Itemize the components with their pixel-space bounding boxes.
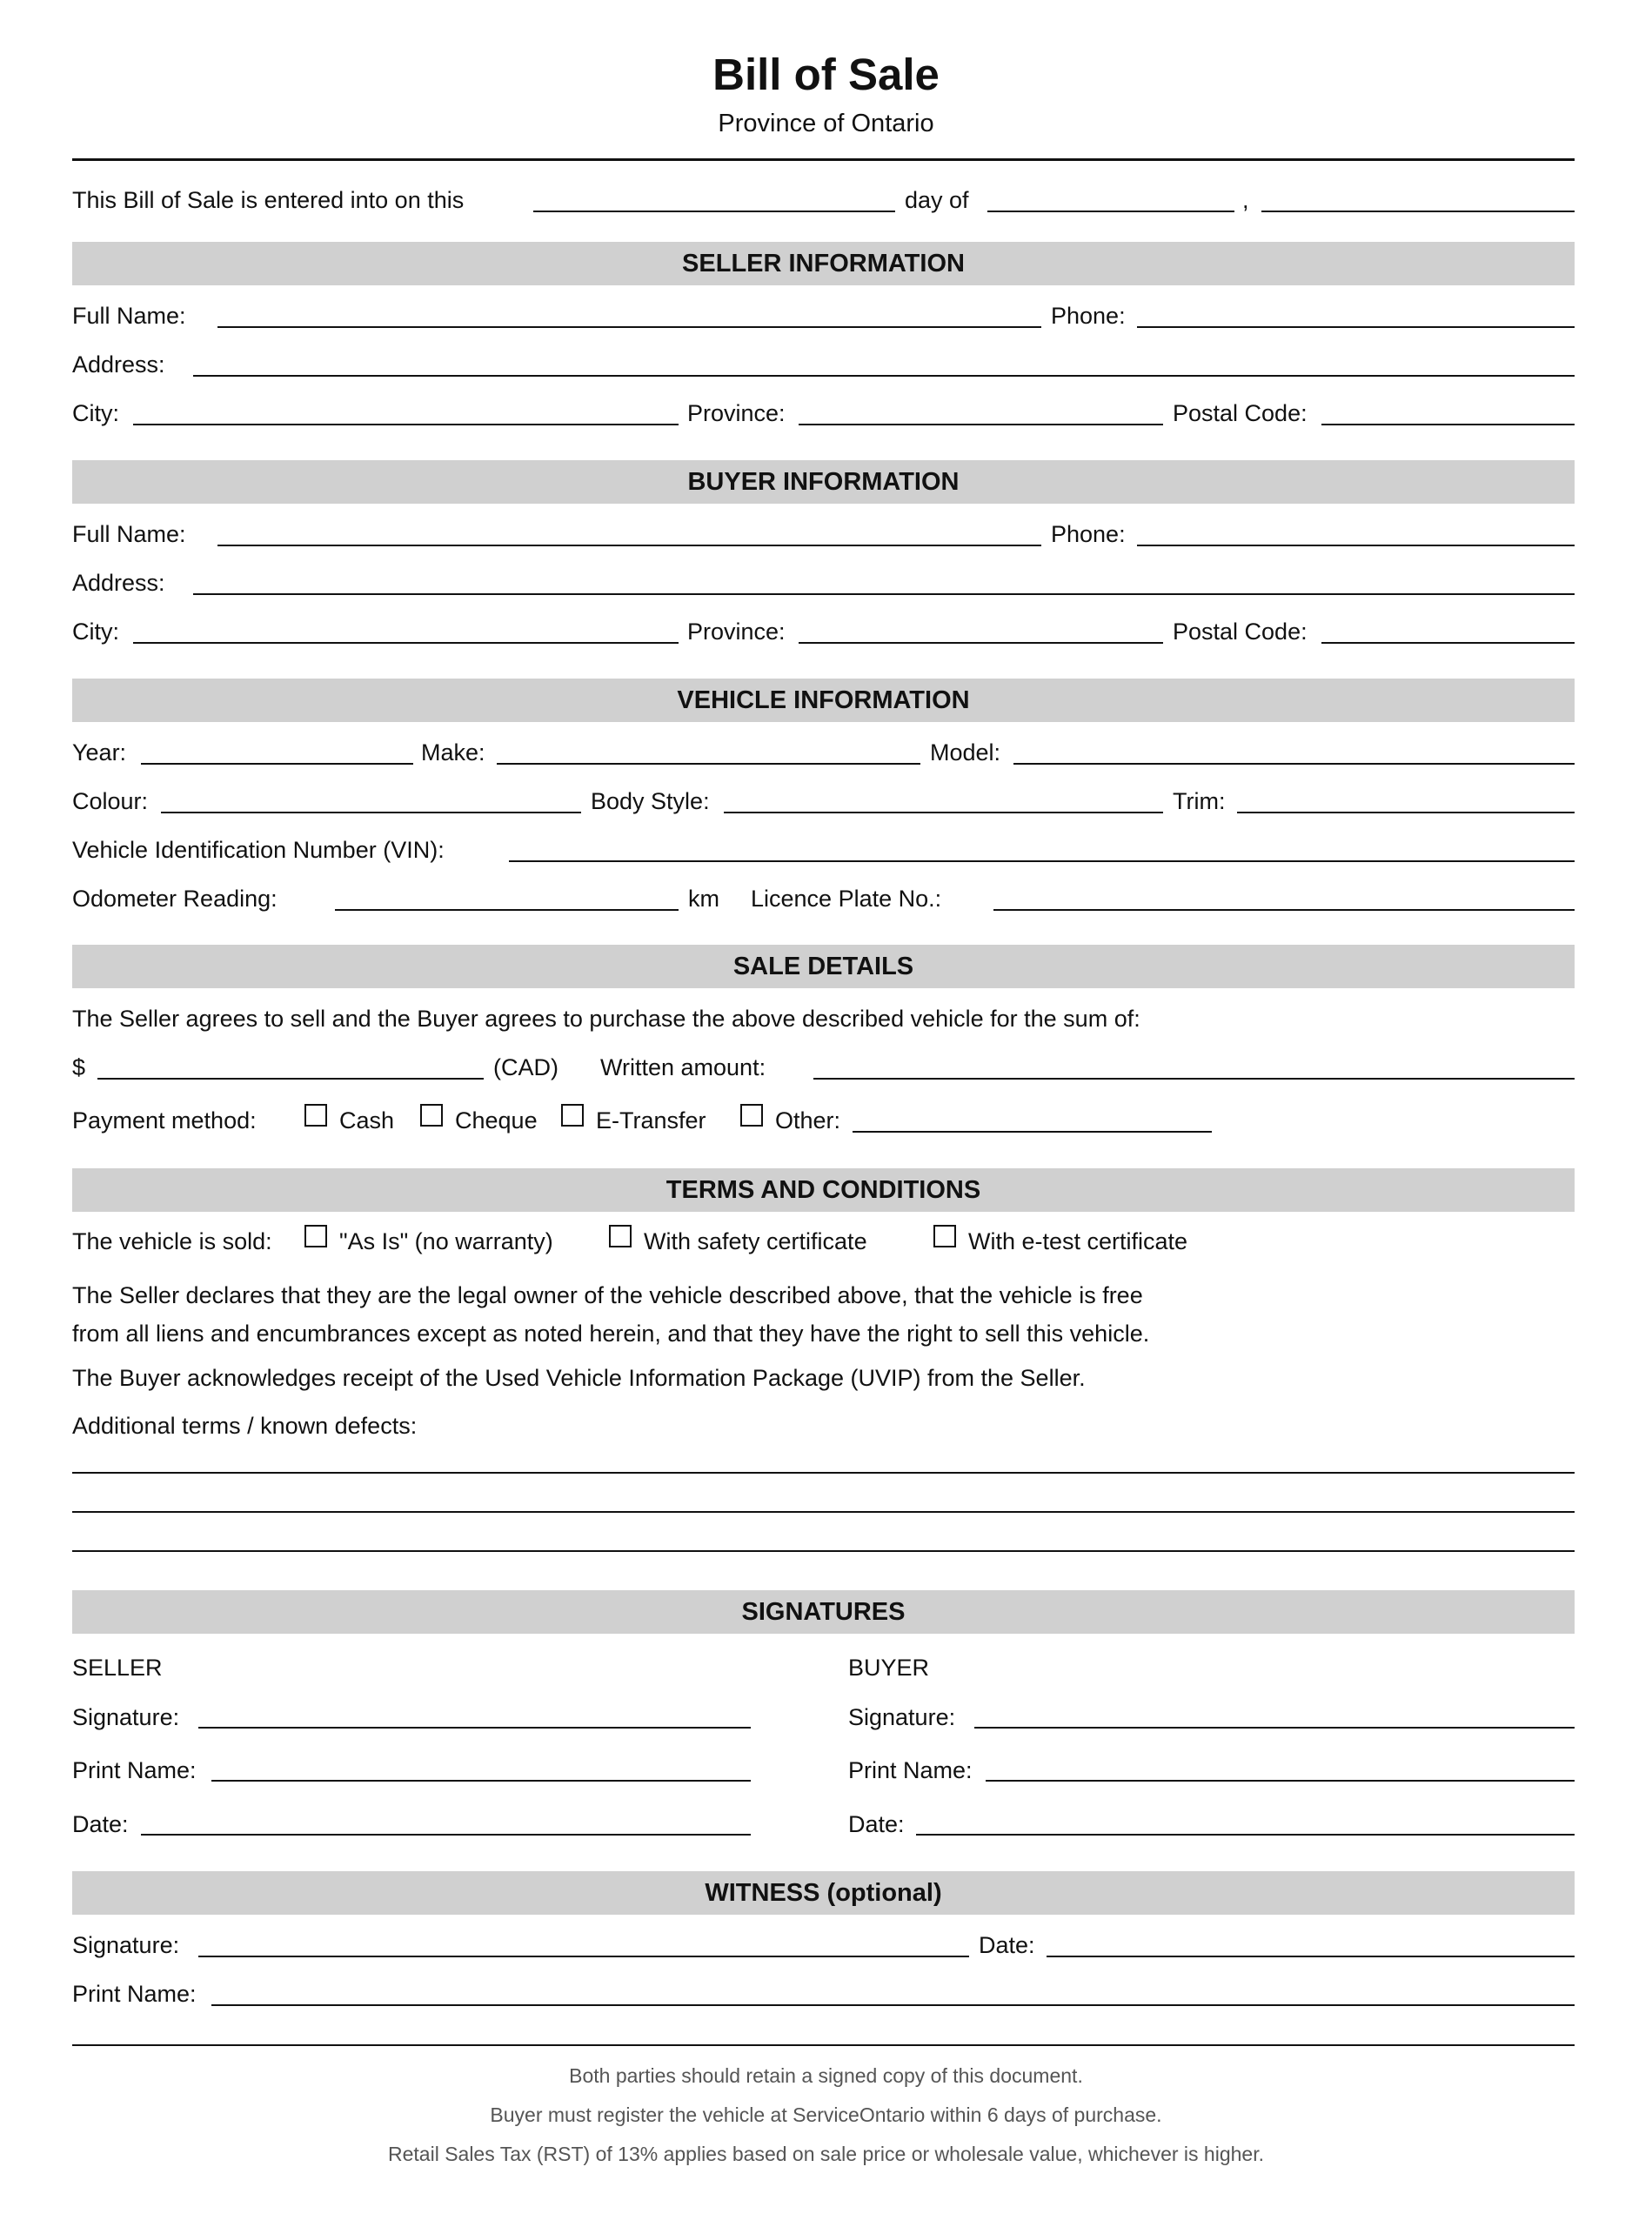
buyer-address-label: Address:	[72, 570, 165, 596]
buyer-address-field[interactable]	[193, 593, 1575, 595]
additional-terms-line-2[interactable]	[72, 1511, 1575, 1513]
seller-date-label: Date:	[72, 1811, 129, 1837]
payment-other-checkbox[interactable]	[740, 1104, 763, 1127]
vehicle-km-unit: km	[688, 886, 719, 912]
intro-text: This Bill of Sale is entered into on this	[72, 187, 465, 213]
witness-signature-field[interactable]	[198, 1956, 969, 1957]
intro-month-field[interactable]	[987, 211, 1234, 212]
buyer-signature-label: Signature:	[848, 1704, 956, 1730]
witness-print-name-field[interactable]	[211, 2004, 1575, 2006]
header-rule	[72, 158, 1575, 161]
additional-terms-line-3[interactable]	[72, 1550, 1575, 1552]
terms-uvip-statement: The Buyer acknowledges receipt of the Used Vehicle Information Package (UVIP) from the Seller.	[72, 1365, 1086, 1391]
payment-other-field[interactable]	[853, 1131, 1212, 1133]
terms-safety-label: With safety certificate	[644, 1228, 867, 1254]
footer-note-1: Both parties should retain a signed copy of this document.	[569, 2064, 1083, 2087]
witness-print-name-label: Print Name:	[72, 1981, 197, 2007]
signatures-buyer-heading: BUYER	[848, 1655, 930, 1681]
terms-sold-label: The vehicle is sold:	[72, 1228, 272, 1254]
vehicle-model-field[interactable]	[1013, 763, 1575, 765]
vehicle-vin-field[interactable]	[509, 860, 1575, 862]
seller-print-name-field[interactable]	[211, 1780, 751, 1782]
vehicle-trim-label: Trim:	[1173, 788, 1226, 814]
buyer-postal-code-field[interactable]	[1321, 642, 1575, 644]
terms-safety-checkbox[interactable]	[609, 1225, 632, 1247]
sale-written-amount-label: Written amount:	[600, 1054, 766, 1080]
vehicle-year-label: Year:	[72, 739, 127, 766]
seller-full-name-label: Full Name:	[72, 303, 186, 329]
signatures-seller-heading: SELLER	[72, 1655, 163, 1681]
seller-city-label: City:	[72, 400, 119, 426]
vehicle-trim-field[interactable]	[1237, 812, 1575, 813]
footer-rule	[72, 2044, 1575, 2046]
sale-section-header: SALE DETAILS	[72, 945, 1575, 988]
terms-etest-checkbox[interactable]	[933, 1225, 956, 1247]
vehicle-plate-label: Licence Plate No.:	[751, 886, 942, 912]
vehicle-year-field[interactable]	[141, 763, 413, 765]
sale-statement: The Seller agrees to sell and the Buyer agrees to purchase the above described vehicle for the sum of:	[72, 1006, 1140, 1032]
terms-as-is-checkbox[interactable]	[304, 1225, 327, 1247]
seller-address-label: Address:	[72, 351, 165, 378]
seller-phone-field[interactable]	[1137, 326, 1575, 328]
buyer-signature-field[interactable]	[974, 1727, 1575, 1729]
terms-section-header: TERMS AND CONDITIONS	[72, 1168, 1575, 1212]
footer-note-3: Retail Sales Tax (RST) of 13% applies based on sale price or wholesale value, whichever is higher.	[388, 2143, 1264, 2165]
vehicle-plate-field[interactable]	[993, 909, 1575, 911]
vehicle-vin-label: Vehicle Identification Number (VIN):	[72, 837, 445, 863]
seller-city-field[interactable]	[133, 424, 679, 425]
buyer-phone-field[interactable]	[1137, 545, 1575, 546]
buyer-full-name-field[interactable]	[217, 545, 1041, 546]
seller-date-field[interactable]	[141, 1834, 751, 1836]
payment-etransfer-checkbox[interactable]	[561, 1104, 584, 1127]
sale-written-amount-field[interactable]	[813, 1078, 1575, 1080]
vehicle-colour-field[interactable]	[161, 812, 581, 813]
signatures-section-header: SIGNATURES	[72, 1590, 1575, 1634]
buyer-section-header: BUYER INFORMATION	[72, 460, 1575, 504]
buyer-print-name-label: Print Name:	[848, 1757, 973, 1783]
sale-dollar-sign: $	[72, 1054, 86, 1080]
vehicle-model-label: Model:	[930, 739, 1001, 766]
seller-full-name-field[interactable]	[217, 326, 1041, 328]
seller-province-label: Province:	[687, 400, 786, 426]
intro-comma: ,	[1242, 187, 1249, 213]
seller-postal-code-field[interactable]	[1321, 424, 1575, 425]
vehicle-body-style-field[interactable]	[724, 812, 1163, 813]
buyer-full-name-label: Full Name:	[72, 521, 186, 547]
additional-terms-line-1[interactable]	[72, 1472, 1575, 1474]
buyer-print-name-field[interactable]	[986, 1780, 1575, 1782]
payment-etransfer-label: E-Transfer	[596, 1107, 706, 1134]
payment-cheque-checkbox[interactable]	[420, 1104, 443, 1127]
seller-section-header: SELLER INFORMATION	[72, 242, 1575, 285]
seller-postal-code-label: Postal Code:	[1173, 400, 1308, 426]
vehicle-make-field[interactable]	[497, 763, 920, 765]
buyer-date-label: Date:	[848, 1811, 905, 1837]
terms-as-is-label: "As Is" (no warranty)	[339, 1228, 553, 1254]
sale-currency: (CAD)	[493, 1054, 558, 1080]
document-title: Bill of Sale	[712, 50, 940, 99]
payment-cheque-label: Cheque	[455, 1107, 538, 1134]
buyer-city-label: City:	[72, 619, 119, 645]
terms-etest-label: With e-test certificate	[968, 1228, 1188, 1254]
seller-phone-label: Phone:	[1051, 303, 1126, 329]
vehicle-odometer-field[interactable]	[335, 909, 679, 911]
intro-date-field[interactable]	[533, 211, 895, 212]
footer-note-2: Buyer must register the vehicle at ServiceOntario within 6 days of purchase.	[490, 2103, 1162, 2126]
buyer-phone-label: Phone:	[1051, 521, 1126, 547]
sale-price-field[interactable]	[97, 1078, 484, 1080]
witness-signature-label: Signature:	[72, 1932, 180, 1958]
vehicle-section-header: VEHICLE INFORMATION	[72, 679, 1575, 722]
document-subtitle: Province of Ontario	[718, 110, 934, 137]
buyer-city-field[interactable]	[133, 642, 679, 644]
buyer-postal-code-label: Postal Code:	[1173, 619, 1308, 645]
payment-other-label: Other:	[775, 1107, 841, 1134]
seller-address-field[interactable]	[193, 375, 1575, 377]
seller-print-name-label: Print Name:	[72, 1757, 197, 1783]
witness-section-header: WITNESS (optional)	[72, 1871, 1575, 1915]
vehicle-odometer-label: Odometer Reading:	[72, 886, 278, 912]
terms-declaration-line1: The Seller declares that they are the legal owner of the vehicle described above, that the vehicle is free	[72, 1282, 1143, 1308]
vehicle-body-style-label: Body Style:	[591, 788, 710, 814]
seller-signature-label: Signature:	[72, 1704, 180, 1730]
buyer-province-field[interactable]	[799, 642, 1163, 644]
buyer-date-field[interactable]	[916, 1834, 1575, 1836]
witness-date-field[interactable]	[1047, 1956, 1575, 1957]
seller-province-field[interactable]	[799, 424, 1163, 425]
payment-cash-label: Cash	[339, 1107, 395, 1134]
seller-signature-field[interactable]	[198, 1727, 751, 1729]
payment-method-label: Payment method:	[72, 1107, 257, 1134]
intro-year-field[interactable]	[1261, 211, 1575, 212]
buyer-province-label: Province:	[687, 619, 786, 645]
witness-date-label: Date:	[979, 1932, 1035, 1958]
intro-day-of: day of	[905, 187, 969, 213]
vehicle-make-label: Make:	[421, 739, 485, 766]
vehicle-colour-label: Colour:	[72, 788, 149, 814]
payment-cash-checkbox[interactable]	[304, 1104, 327, 1127]
terms-declaration-line2: from all liens and encumbrances except as noted herein, and that they have the right to sell this vehicle.	[72, 1321, 1150, 1347]
terms-additional-label: Additional terms / known defects:	[72, 1413, 418, 1439]
